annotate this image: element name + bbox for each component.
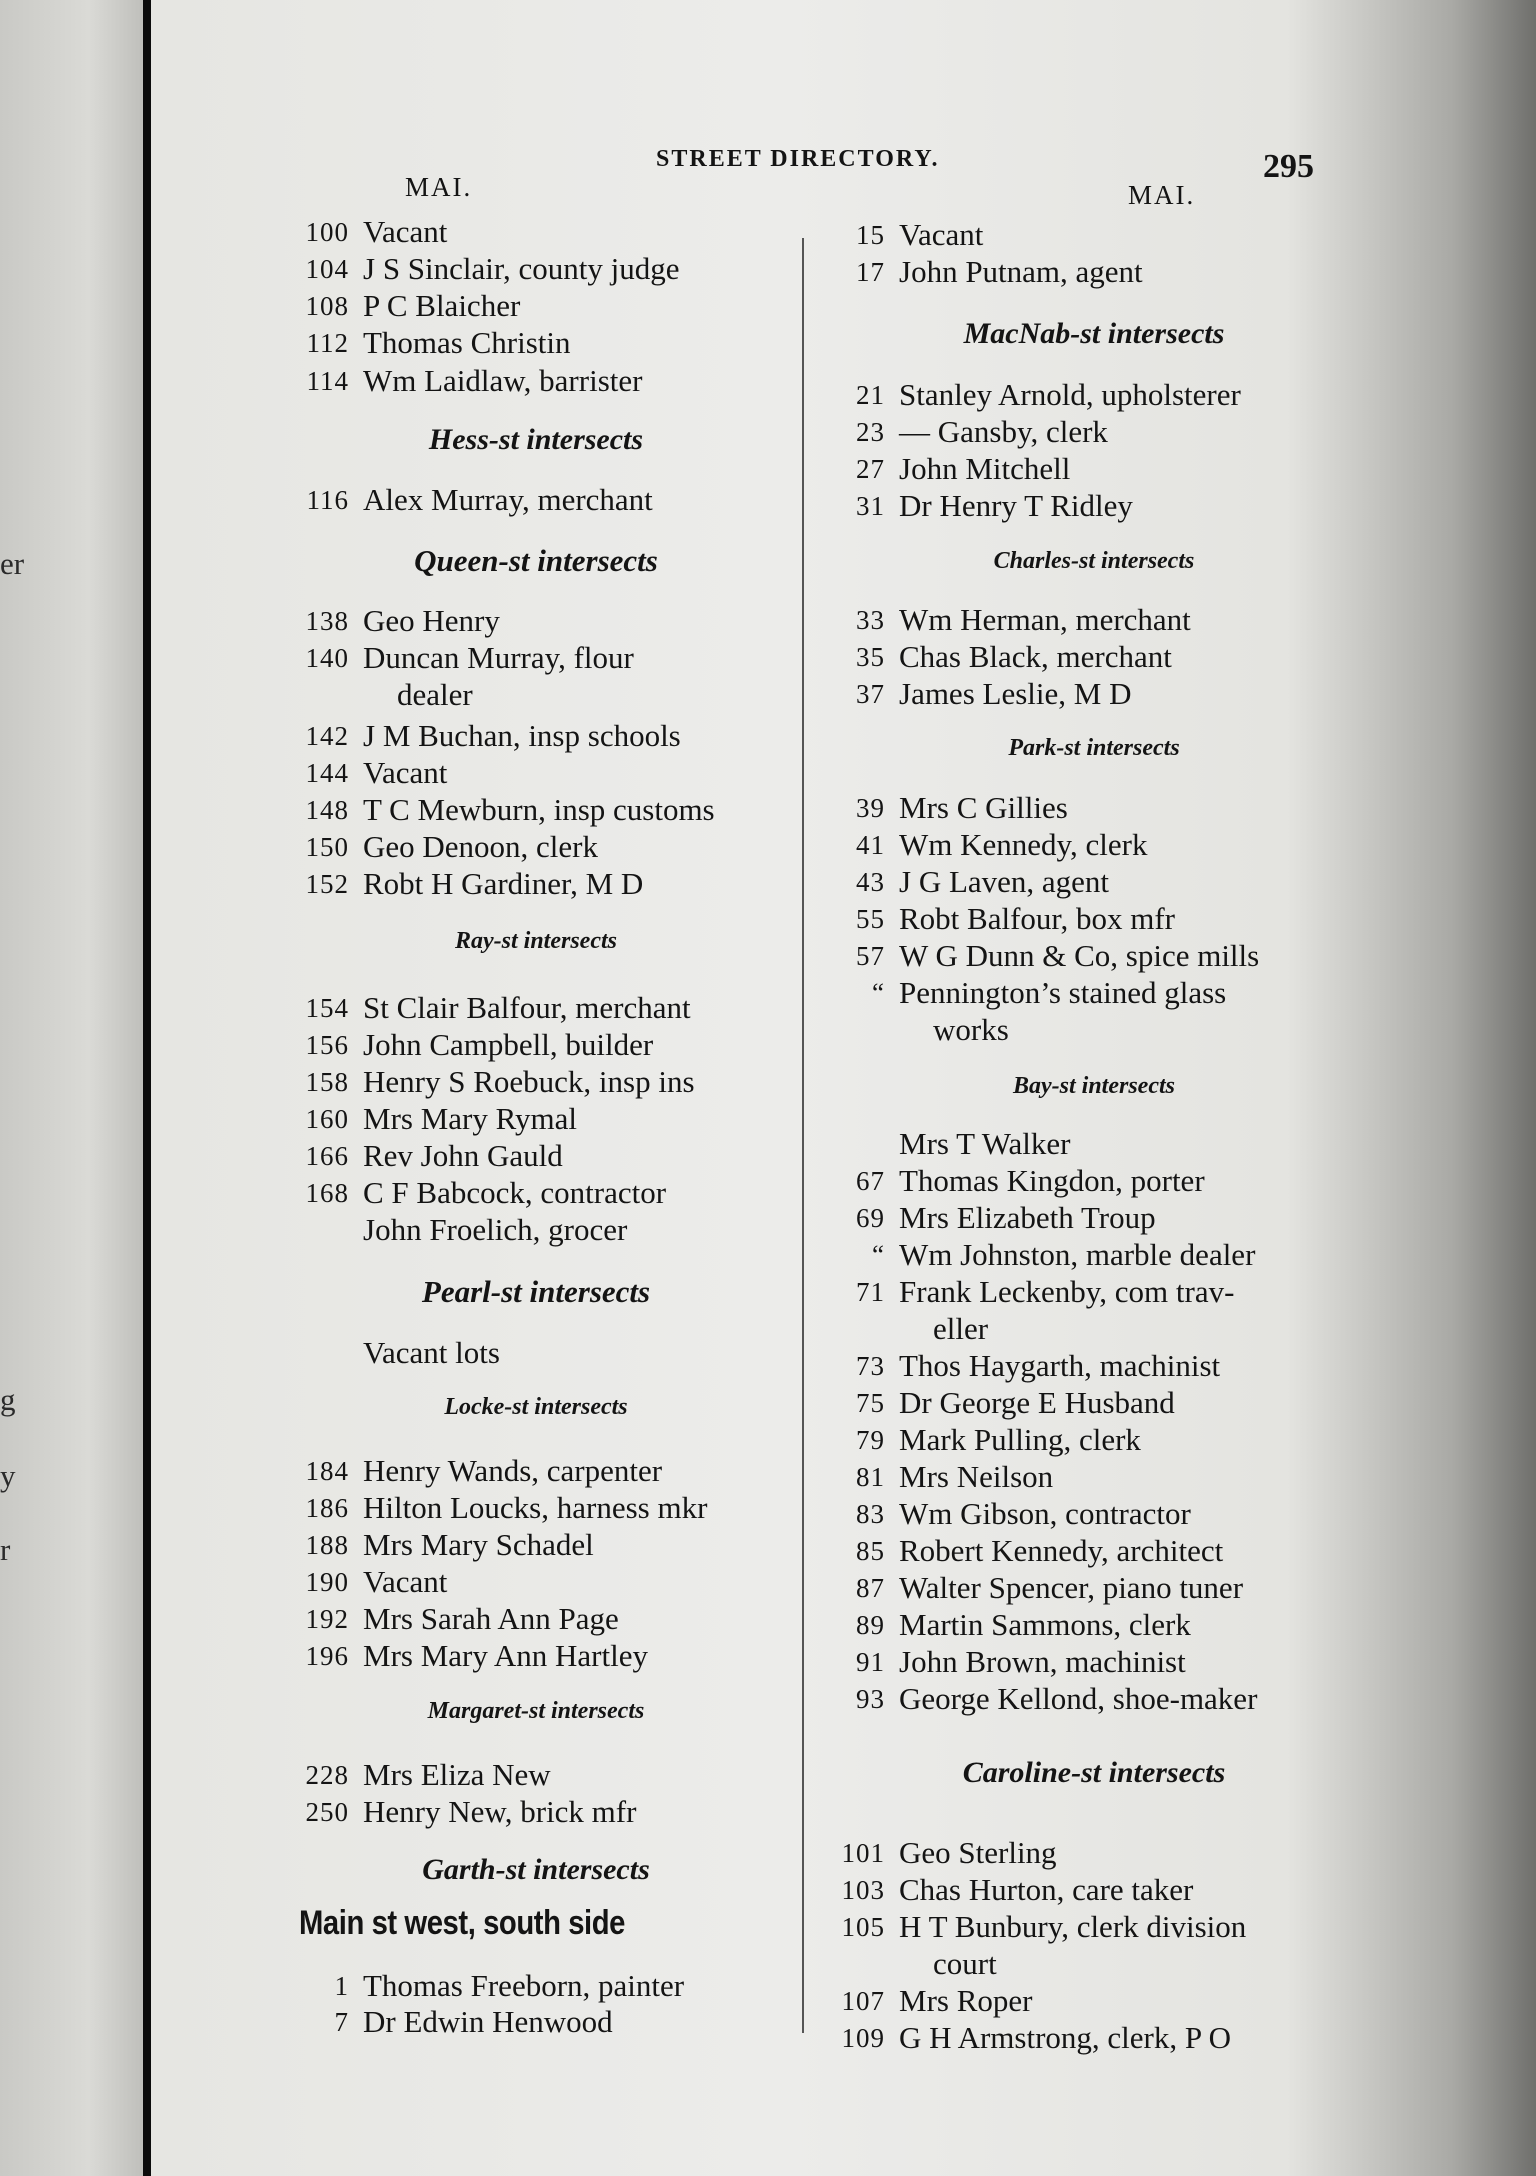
resident-text: Vacant (363, 1564, 448, 1599)
house-number: 186 (305, 1493, 349, 1523)
resident-text: Mrs Mary Rymal (363, 1101, 578, 1136)
house-number: 91 (856, 1647, 885, 1677)
resident-text: Thos Haygarth, machinist (899, 1348, 1221, 1383)
section-heading: Ray-st intersects (455, 928, 617, 954)
house-number: 190 (305, 1567, 349, 1597)
directory-entry (856, 1385, 1175, 1421)
house-number: 158 (305, 1067, 349, 1097)
resident-text: Duncan Murray, flour (363, 640, 634, 675)
resident-text: J S Sinclair, county judge (363, 251, 680, 286)
facing-page-fragment: r (0, 1532, 11, 1567)
directory-entry (305, 1138, 563, 1174)
house-number: “ (872, 978, 885, 1008)
house-number: 142 (305, 721, 349, 751)
resident-text: Mrs Mary Ann Hartley (363, 1638, 648, 1673)
directory-entry (334, 1968, 685, 2004)
directory-entry (305, 1757, 551, 1793)
directory-entry (856, 790, 1068, 826)
directory-entry (856, 1459, 1054, 1495)
resident-text: Henry Wands, carpenter (363, 1453, 663, 1488)
resident-text: — Gansby, clerk (899, 414, 1108, 449)
resident-text: Vacant (363, 755, 448, 790)
resident-text: Frank Leckenby, com trav- (899, 1274, 1235, 1309)
directory-entry (305, 640, 634, 676)
resident-text: Vacant lots (363, 1335, 500, 1370)
house-number: 184 (305, 1456, 349, 1486)
directory-entry (841, 1983, 1033, 2019)
directory-entry (856, 1422, 1141, 1458)
house-number: 17 (856, 257, 885, 287)
house-number: 39 (856, 793, 885, 823)
directory-entry (856, 1274, 1235, 1310)
resident-text: Geo Denoon, clerk (363, 829, 598, 864)
house-number: 100 (305, 217, 349, 247)
directory-entry (841, 1872, 1194, 1908)
directory-entry (856, 414, 1108, 450)
house-number: 192 (305, 1604, 349, 1634)
directory-entry (305, 829, 598, 865)
resident-text: Mrs T Walker (899, 1126, 1071, 1161)
resident-text: Geo Sterling (899, 1835, 1057, 1870)
directory-entry (305, 603, 500, 639)
directory-entry (306, 363, 643, 399)
section-heading: Bay-st intersects (1013, 1073, 1175, 1099)
house-number: 23 (856, 417, 885, 447)
house-number: 109 (841, 2023, 885, 2053)
resident-text: Thomas Christin (363, 325, 571, 360)
directory-entry (305, 1027, 654, 1063)
section-heading: Caroline-st intersects (962, 1756, 1226, 1789)
resident-text: Dr Henry T Ridley (899, 488, 1133, 523)
house-number: 1 (334, 1971, 349, 2001)
entry-continuation (899, 1946, 997, 1982)
resident-text: Chas Hurton, care taker (899, 1872, 1194, 1907)
resident-text: John Brown, machinist (899, 1644, 1186, 1679)
house-number: 87 (856, 1573, 885, 1603)
directory-entry (305, 1453, 663, 1489)
resident-text: Dr Edwin Henwood (363, 2004, 613, 2039)
directory-entry (305, 1794, 637, 1830)
house-number: 160 (305, 1104, 349, 1134)
house-number: 152 (305, 869, 349, 899)
directory-entry (856, 488, 1133, 524)
resident-text: Robt H Gardiner, M D (363, 866, 644, 901)
resident-text: W G Dunn & Co, spice mills (899, 938, 1260, 973)
house-number: 250 (305, 1797, 349, 1827)
house-number: 89 (856, 1610, 885, 1640)
resident-text: St Clair Balfour, merchant (363, 990, 691, 1025)
house-number: 196 (305, 1641, 349, 1671)
house-number: 69 (856, 1203, 885, 1233)
section-heading: Queen-st intersects (414, 543, 658, 578)
resident-text: Mrs Elizabeth Troup (899, 1200, 1156, 1235)
directory-entry (305, 718, 681, 754)
resident-text: Stanley Arnold, upholsterer (899, 377, 1241, 412)
resident-text: Thomas Kingdon, porter (899, 1163, 1205, 1198)
resident-text: George Kellond, shoe-maker (899, 1681, 1258, 1716)
directory-entry (305, 792, 715, 828)
resident-text: Henry S Roebuck, insp ins (363, 1064, 695, 1099)
directory-entry (856, 938, 1260, 974)
resident-text: Mark Pulling, clerk (899, 1422, 1141, 1457)
facing-page-fragment: g (0, 1382, 16, 1417)
facing-page-edge (0, 0, 148, 2176)
resident-text: Mrs Neilson (899, 1459, 1054, 1494)
house-number: 83 (856, 1499, 885, 1529)
directory-entry (856, 1681, 1258, 1717)
resident-text: Mrs Roper (899, 1983, 1033, 2018)
directory-entry (856, 639, 1172, 675)
resident-text: Wm Herman, merchant (899, 602, 1191, 637)
street-heading: Main st west, south side (299, 1904, 626, 1942)
house-number: 79 (856, 1425, 885, 1455)
running-header: STREET DIRECTORY. (656, 146, 940, 172)
house-number: 31 (856, 491, 885, 521)
directory-entry (305, 866, 644, 902)
directory-entry (872, 975, 1227, 1011)
resident-text: C F Babcock, contractor (363, 1175, 667, 1210)
house-number: 140 (305, 643, 349, 673)
resident-text: Henry New, brick mfr (363, 1794, 637, 1829)
resident-text: dealer (397, 677, 473, 712)
house-number: 101 (841, 1838, 885, 1868)
house-number: 75 (856, 1388, 885, 1418)
house-number: 144 (305, 758, 349, 788)
house-number: 71 (856, 1277, 885, 1307)
house-number: 73 (856, 1351, 885, 1381)
resident-text: J G Laven, agent (899, 864, 1110, 899)
section-heading: Margaret-st intersects (427, 1698, 645, 1724)
resident-text: Martin Sammons, clerk (899, 1607, 1191, 1642)
directory-entry (856, 1163, 1205, 1199)
house-number: 35 (856, 642, 885, 672)
resident-text: works (933, 1012, 1009, 1047)
directory-entry (856, 1607, 1191, 1643)
house-number: 166 (305, 1141, 349, 1171)
directory-entry (305, 1601, 619, 1637)
book-binding-gutter (143, 0, 151, 2176)
left-column-head: MAI. (405, 172, 473, 202)
resident-text: Rev John Gauld (363, 1138, 563, 1173)
directory-entry (305, 1527, 594, 1563)
directory-entry (305, 990, 691, 1026)
directory-entry (305, 1175, 667, 1211)
directory-entry (306, 325, 571, 361)
directory-entry (856, 864, 1110, 900)
directory-entry (856, 676, 1132, 712)
resident-text: Chas Black, merchant (899, 639, 1172, 674)
house-number: 114 (306, 366, 349, 396)
directory-entry (841, 1909, 1247, 1945)
house-number: 150 (305, 832, 349, 862)
directory-entry (305, 1101, 578, 1137)
directory-entry (899, 1126, 1070, 1162)
resident-text: Wm Gibson, contractor (899, 1496, 1191, 1531)
house-number: 37 (856, 679, 885, 709)
resident-text: Mrs Mary Schadel (363, 1527, 594, 1562)
resident-text: Wm Kennedy, clerk (899, 827, 1148, 862)
directory-entry (306, 482, 653, 518)
resident-text: Vacant (899, 217, 984, 252)
directory-entry (856, 1570, 1244, 1606)
directory-entry (856, 1348, 1221, 1384)
directory-entry (856, 254, 1143, 290)
resident-text: John Froelich, grocer (363, 1212, 628, 1247)
directory-entry (363, 1335, 500, 1371)
house-number: 104 (305, 254, 349, 284)
resident-text: Thomas Freeborn, painter (363, 1968, 685, 2003)
house-number: 154 (305, 993, 349, 1023)
resident-text: Robt Balfour, box mfr (899, 901, 1176, 936)
section-heading: Locke-st intersects (444, 1394, 628, 1420)
resident-text: John Mitchell (899, 451, 1071, 486)
house-number: 27 (856, 454, 885, 484)
resident-text: J M Buchan, insp schools (363, 718, 681, 753)
section-heading: Hess-st intersects (428, 423, 644, 456)
resident-text: G H Armstrong, clerk, P O (899, 2020, 1232, 2055)
resident-text: Pennington’s stained glass (899, 975, 1227, 1010)
directory-entry (872, 1237, 1256, 1273)
house-number: 85 (856, 1536, 885, 1566)
directory-entry (841, 2020, 1232, 2056)
directory-entry (334, 2004, 613, 2040)
facing-page-fragment: y (0, 1458, 16, 1493)
house-number: 168 (305, 1178, 349, 1208)
directory-entry (305, 251, 680, 287)
house-number: 7 (334, 2007, 349, 2037)
directory-entry (856, 901, 1176, 937)
resident-text: Hilton Loucks, harness mkr (363, 1490, 708, 1525)
directory-entry (856, 377, 1241, 413)
resident-text: Alex Murray, merchant (363, 482, 653, 517)
directory-entry (305, 1064, 695, 1100)
house-number: 81 (856, 1462, 885, 1492)
directory-entry (856, 451, 1071, 487)
house-number: 228 (305, 1760, 349, 1790)
house-number: 103 (841, 1875, 885, 1905)
section-heading: Park-st intersects (1008, 735, 1180, 761)
section-heading: MacNab-st intersects (963, 317, 1225, 350)
resident-text: Mrs Eliza New (363, 1757, 551, 1792)
house-number: 57 (856, 941, 885, 971)
directory-entry (856, 1200, 1156, 1236)
resident-text: P C Blaicher (363, 288, 521, 323)
directory-entry (856, 1496, 1191, 1532)
entry-continuation (899, 1012, 1009, 1048)
facing-page-fragment: er (0, 546, 25, 581)
house-number: “ (872, 1240, 885, 1270)
resident-text: Robert Kennedy, architect (899, 1533, 1224, 1568)
resident-text: John Putnam, agent (899, 254, 1143, 289)
house-number: 148 (305, 795, 349, 825)
directory-entry (856, 217, 984, 253)
house-number: 108 (305, 291, 349, 321)
house-number: 156 (305, 1030, 349, 1060)
resident-text: Dr George E Husband (899, 1385, 1175, 1420)
resident-text: John Campbell, builder (363, 1027, 654, 1062)
resident-text: Mrs C Gillies (899, 790, 1068, 825)
directory-entry (305, 1564, 448, 1600)
house-number: 55 (856, 904, 885, 934)
house-number: 67 (856, 1166, 885, 1196)
directory-page (151, 0, 1536, 2176)
directory-entry (305, 288, 521, 324)
resident-text: Wm Johnston, marble dealer (899, 1237, 1256, 1272)
directory-entry (305, 755, 448, 791)
directory-entry (841, 1835, 1057, 1871)
house-number: 138 (305, 606, 349, 636)
directory-entry (856, 827, 1148, 863)
directory-entry (305, 1490, 708, 1526)
directory-entry (363, 1212, 627, 1248)
directory-entry (305, 214, 448, 250)
resident-text: court (933, 1946, 997, 1981)
section-heading: Garth-st intersects (422, 1853, 650, 1886)
resident-text: T C Mewburn, insp customs (363, 792, 715, 827)
right-column-head: MAI. (1128, 180, 1196, 210)
resident-text: Vacant (363, 214, 448, 249)
entry-continuation (363, 677, 473, 713)
resident-text: eller (933, 1311, 989, 1346)
directory-entry (305, 1638, 648, 1674)
resident-text: Mrs Sarah Ann Page (363, 1601, 619, 1636)
house-number: 188 (305, 1530, 349, 1560)
resident-text: James Leslie, M D (899, 676, 1132, 711)
resident-text: H T Bunbury, clerk division (899, 1909, 1247, 1944)
house-number: 33 (856, 605, 885, 635)
resident-text: Geo Henry (363, 603, 500, 638)
section-heading: Pearl-st intersects (421, 1274, 651, 1309)
page-number: 295 (1263, 148, 1314, 185)
house-number: 21 (856, 380, 885, 410)
house-number: 15 (856, 220, 885, 250)
house-number: 93 (856, 1684, 885, 1714)
directory-entry (856, 602, 1191, 638)
house-number: 41 (856, 830, 885, 860)
house-number: 107 (841, 1986, 885, 2016)
resident-text: Wm Laidlaw, barrister (363, 363, 643, 398)
house-number: 112 (306, 328, 349, 358)
house-number: 43 (856, 867, 885, 897)
resident-text: Walter Spencer, piano tuner (899, 1570, 1244, 1605)
house-number: 116 (306, 485, 349, 515)
directory-entry (856, 1644, 1186, 1680)
entry-continuation (899, 1311, 988, 1347)
section-heading: Charles-st intersects (993, 548, 1195, 574)
directory-entry (856, 1533, 1224, 1569)
house-number: 105 (841, 1912, 885, 1942)
